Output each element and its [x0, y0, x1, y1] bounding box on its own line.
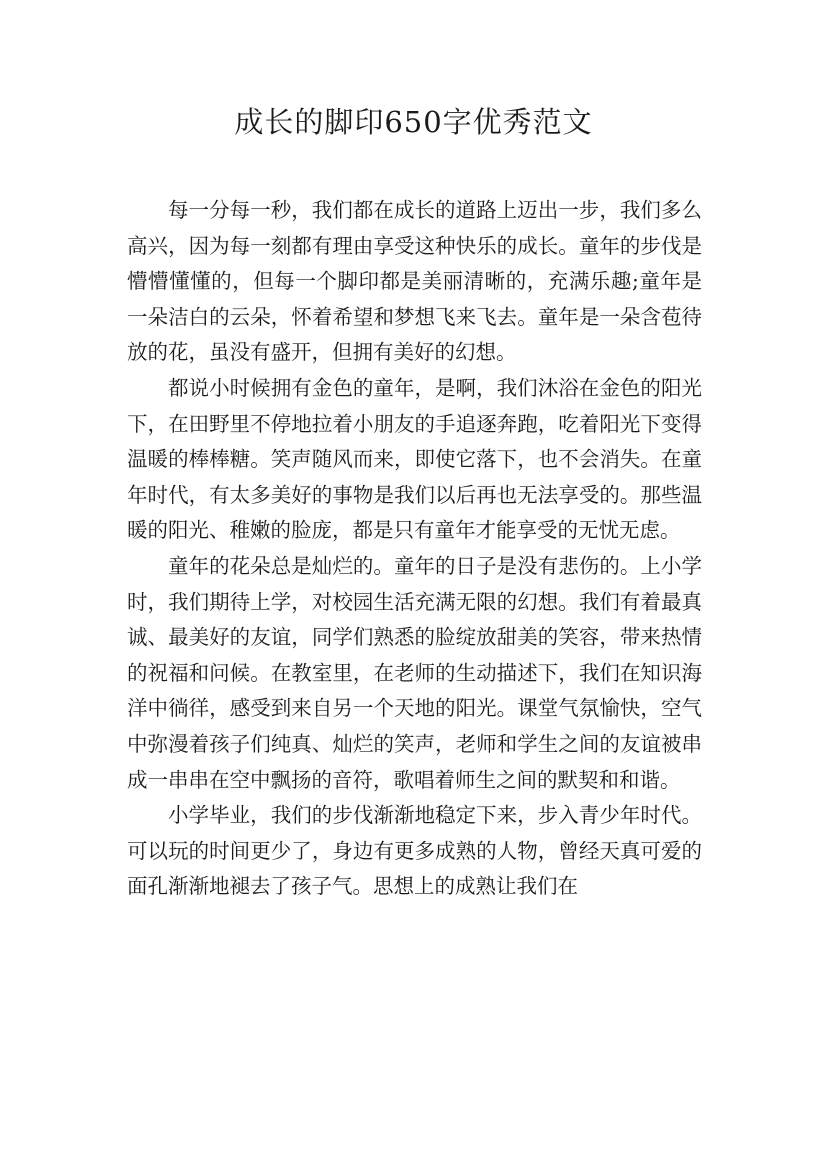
paragraph-3: 童年的花朵总是灿烂的。童年的日子是没有悲伤的。上小学时，我们期待上学，对校园生活充满无限的幻想。我们有着最真诚、最美好的友谊，同学们熟悉的脸绽放甜美的笑容，带来热情的祝福和问候。在教室里，在老师的生动描述下，我们在知识海洋中徜徉，感受到来自另一个天地的阳光。课堂气氛愉快，空气中弥漫着孩子们纯真、灿烂的笑声，老师和学生之间的友谊被串成一串串在空中飘扬的音符，歌唱着师生之间的默契和和谐。 [127, 553, 702, 792]
document-body [127, 193, 702, 905]
paragraph-4: 小学毕业，我们的步伐渐渐地稳定下来，步入青少年时代。可以玩的时间更少了，身边有更多成熟的人物，曾经天真可爱的面孔渐渐地褪去了孩子气。思想上的成熟让我们在 [127, 803, 702, 899]
document-title: 成长的脚印650字优秀范文 [234, 105, 593, 139]
paragraph-2: 都说小时候拥有金色的童年，是啊，我们沐浴在金色的阳光下，在田野里不停地拉着小朋友的手追逐奔跑，吃着阳光下变得温暖的棒棒糖。笑声随风而来，即使它落下，也不会消失。在童年时代，有太多美好的事物是我们以后再也无法享受的。那些温暖的阳光、稚嫩的脸庞，都是只有童年才能享受的无忧无虑。 [127, 375, 702, 543]
paragraph-1: 每一分每一秒，我们都在成长的道路上迈出一步，我们多么高兴，因为每一刻都有理由享受这种快乐的成长。童年的步伐是懵懵懂懂的，但每一个脚印都是美丽清晰的，充满乐趣;童年是一朵洁白的云朵，怀着希望和梦想飞来飞去。童年是一朵含苞待放的花，虽没有盛开，但拥有美好的幻想。 [127, 198, 702, 365]
